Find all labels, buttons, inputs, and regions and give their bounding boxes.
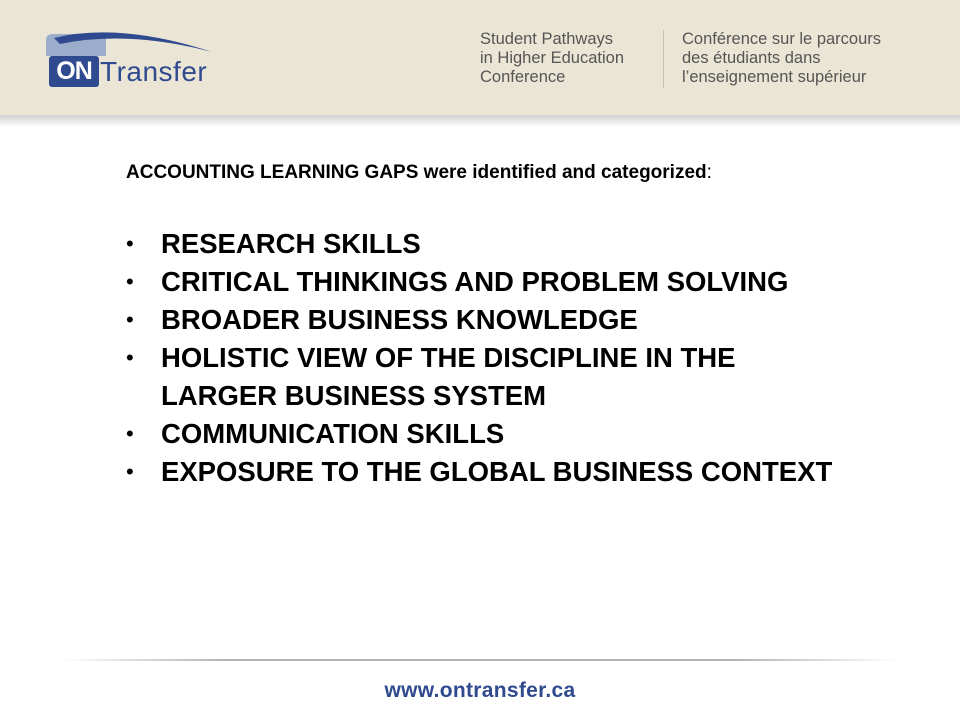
list-item — [126, 453, 846, 491]
conference-fr-line: des étudiants dans — [682, 49, 821, 67]
slide-content — [126, 158, 846, 491]
conference-fr-line: l’enseignement supérieur — [682, 68, 867, 86]
list-item-text: RESEARCH SKILLS — [161, 228, 421, 259]
list-item-text: BROADER BUSINESS KNOWLEDGE — [161, 304, 638, 335]
header-banner — [0, 0, 960, 115]
footer-website-url: www.ontransfer.ca — [384, 679, 576, 702]
bullet-icon: • — [126, 421, 134, 446]
intro-colon: : — [706, 162, 712, 183]
gap-list — [126, 225, 846, 491]
logo-on-text: ON — [49, 56, 99, 87]
conference-en-line: Conference — [480, 68, 566, 86]
bullet-icon: • — [126, 269, 134, 294]
intro-text: ACCOUNTING LEARNING GAPS were identified and categorized — [126, 162, 707, 183]
header-shadow — [0, 115, 960, 127]
conference-en-line: Student Pathways — [480, 30, 613, 48]
list-item — [126, 301, 846, 339]
bullet-icon: • — [126, 459, 134, 484]
list-item — [126, 415, 846, 453]
conference-title-french — [682, 30, 881, 87]
list-item-text: CRITICAL THINKINGS AND PROBLEM SOLVING — [161, 266, 789, 297]
slide-intro — [126, 158, 846, 187]
bullet-icon: • — [126, 231, 134, 256]
conference-en-line: in Higher Education — [480, 49, 625, 67]
list-item — [126, 263, 846, 301]
list-item-text: COMMUNICATION SKILLS — [161, 418, 505, 449]
logo-transfer-text: Transfer — [100, 56, 208, 87]
list-item-text: EXPOSURE TO THE GLOBAL BUSINESS CONTEXT — [161, 456, 833, 487]
bullet-icon: • — [126, 307, 134, 332]
ontransfer-logo — [40, 22, 220, 100]
header-divider — [663, 30, 664, 88]
conference-fr-line: Conférence sur le parcours — [682, 30, 882, 48]
bullet-icon: • — [126, 345, 134, 370]
list-item-text: HOLISTIC VIEW OF THE DISCIPLINE IN THE LARGER BUSINESS SYSTEM — [161, 342, 736, 411]
list-item — [126, 339, 846, 415]
list-item — [126, 225, 846, 263]
conference-title-english — [480, 30, 624, 87]
footer-divider — [60, 659, 900, 661]
